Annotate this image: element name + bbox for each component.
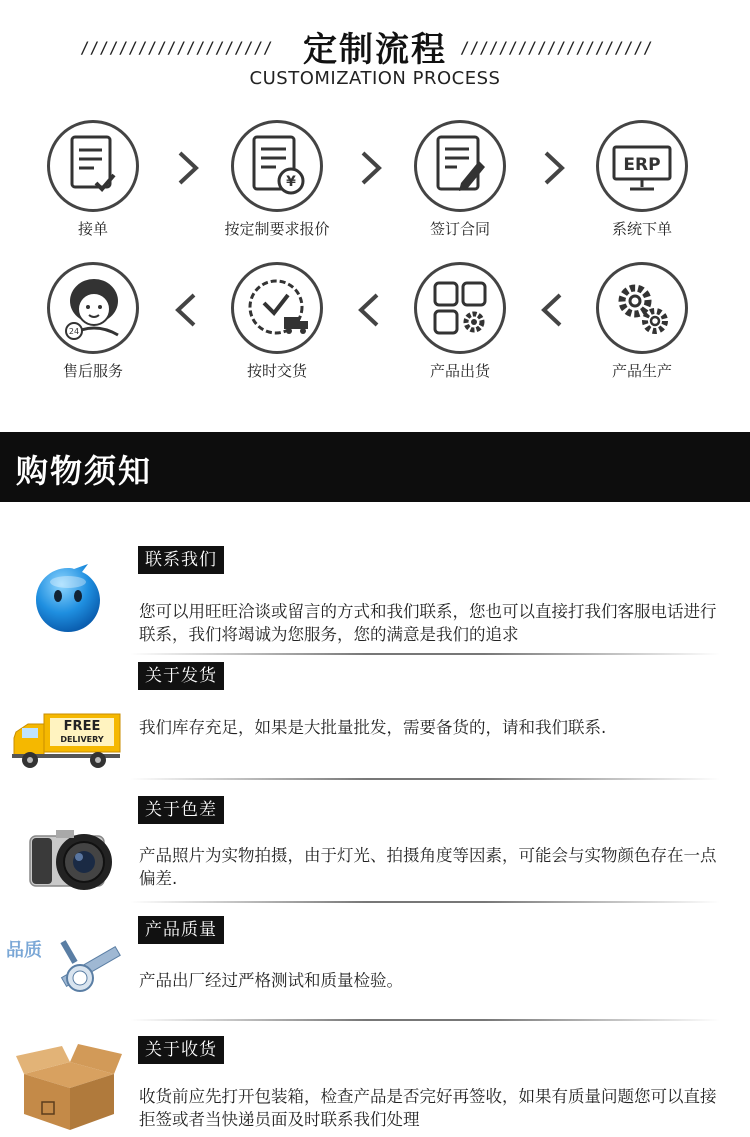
cardboard-box-icon (14, 1038, 124, 1132)
divider (130, 901, 720, 903)
step-quote (187, 120, 367, 239)
svg-text:¥: ¥ (286, 174, 296, 190)
notice-text: 您可以用旺旺洽谈或留言的方式和我们联系，您也可以直接打我们客服电话进行联系，我们将竭诚为您服务，您的满意是我们的追求 (139, 602, 717, 644)
customer-service-icon (47, 262, 139, 354)
step-label: 系统下单 (611, 220, 672, 238)
contract-sign-icon (414, 120, 506, 212)
divider (130, 653, 720, 655)
wangwang-chat-icon (30, 562, 106, 638)
notice-text: 我们库存充足，如果是大批量批发，需要备货的，请和我们联系. (139, 718, 607, 737)
step-label: 按时交货 (246, 362, 307, 380)
notice-banner (0, 432, 750, 502)
clock-delivery-icon (231, 262, 323, 354)
notice-tag: 产品质量 (138, 916, 224, 944)
divider (130, 1019, 720, 1021)
step-system-order (552, 120, 732, 239)
notice-text: 产品照片为实物拍摄，由于灯光、拍摄角度等因素，可能会与实物颜色存在一点偏差. (139, 846, 717, 888)
erp-text: ERP (623, 155, 661, 175)
step-label: 产品出货 (429, 362, 490, 380)
step-production (552, 262, 732, 381)
notice-tag: 联系我们 (138, 546, 224, 574)
decorative-slashes-right: //////////////////// (460, 38, 653, 57)
invoice-yen-icon (231, 120, 323, 212)
quality-word: 品质 (6, 940, 42, 961)
process-title: 定制流程 (303, 30, 447, 70)
gears-icon (596, 262, 688, 354)
badge-24-text: 24 (68, 327, 80, 336)
step-label: 按定制要求报价 (224, 220, 330, 238)
truck-free-text: FREE (63, 719, 101, 734)
step-on-time-delivery (187, 262, 367, 381)
step-receive-order (3, 120, 183, 239)
notice-text: 产品出厂经过严格测试和质量检验。 (139, 971, 403, 990)
process-subtitle: CUSTOMIZATION PROCESS (249, 68, 501, 89)
step-label: 接单 (77, 220, 108, 238)
step-product-shipment (370, 262, 550, 381)
truck-delivery-text: DELIVERY (60, 735, 104, 744)
step-label: 售后服务 (62, 362, 123, 380)
notice-tag: 关于色差 (138, 796, 224, 824)
erp-monitor-icon (596, 120, 688, 212)
notice-title: 购物须知 (16, 452, 153, 490)
delivery-truck-icon (10, 710, 122, 772)
step-label: 产品生产 (611, 362, 672, 380)
product-grid-icon (414, 262, 506, 354)
decorative-slashes-left: //////////////////// (80, 38, 273, 57)
notice-tag: 关于收货 (138, 1036, 224, 1064)
notice-tag: 关于发货 (138, 662, 224, 690)
notice-text: 收货前应先打开包装箱，检查产品是否完好再签收，如果有质量问题您可以直接拒签或者当快递员面及时联系我们处理 (139, 1087, 717, 1129)
process-header (0, 10, 750, 90)
camera-icon (26, 826, 120, 892)
step-label: 签订合同 (429, 220, 490, 238)
quality-caliper-icon (4, 932, 124, 1004)
divider (130, 778, 720, 780)
document-check-icon (47, 120, 139, 212)
step-after-sales (3, 262, 183, 381)
step-contract (370, 120, 550, 239)
